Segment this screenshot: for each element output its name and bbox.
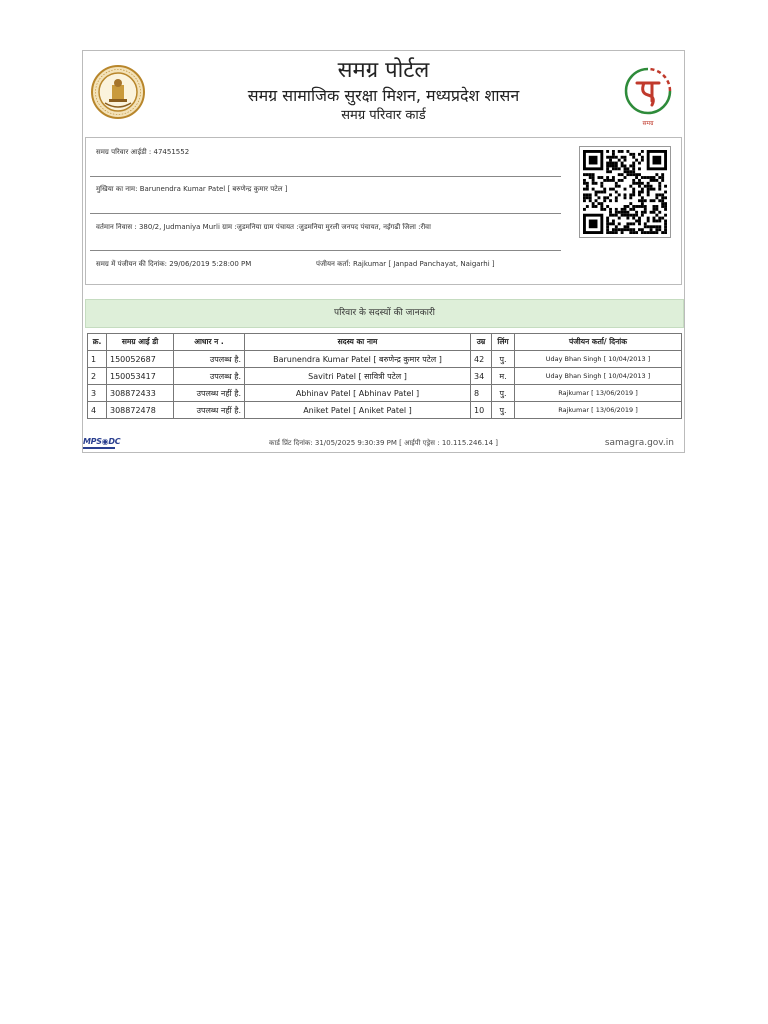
cell-aadhaar: उपलब्ध है.	[174, 351, 245, 368]
cell-sn: 1	[88, 351, 107, 368]
cell-sn: 2	[88, 368, 107, 385]
table-row	[88, 402, 682, 419]
cell-name: Barunendra Kumar Patel [ बरुणेन्द्र कुमार पटेल ]	[245, 351, 471, 368]
cell-samagra-id: 150052687	[107, 351, 174, 368]
card-title: समग्र परिवार कार्ड	[341, 108, 426, 123]
family-id-value: 47451552	[153, 148, 190, 156]
divider	[90, 213, 561, 214]
cell-age: 10	[471, 402, 492, 419]
cell-registered: Rajkumar [ 13/06/2019 ]	[515, 385, 682, 402]
cell-gender: पु.	[492, 351, 515, 368]
logo-caption: समग्र	[642, 120, 654, 127]
print-info: कार्ड प्रिंट दिनांक: 31/05/2025 9:30:39 PM [ आईपी एड्रेस : 10.115.246.14 ]	[268, 439, 499, 447]
divider	[90, 250, 561, 251]
cell-sn: 3	[88, 385, 107, 402]
col-header-sn: क्र.	[88, 334, 107, 351]
cell-name: Abhinav Patel [ Abhinav Patel ]	[245, 385, 471, 402]
cell-samagra-id: 150053417	[107, 368, 174, 385]
table-row	[88, 351, 682, 368]
cell-aadhaar: उपलब्ध नहीं है.	[174, 385, 245, 402]
col-header-age: उम्र	[471, 334, 492, 351]
cell-registered: Rajkumar [ 13/06/2019 ]	[515, 402, 682, 419]
samagra-family-card	[82, 50, 685, 453]
registrar-value: Rajkumar [ Janpad Panchayat, Naigarhi ]	[352, 260, 495, 268]
table-row	[88, 368, 682, 385]
table-row	[88, 385, 682, 402]
cell-gender: म.	[492, 368, 515, 385]
col-header-gender: लिंग	[492, 334, 515, 351]
card-footer	[83, 435, 684, 453]
samagra-logo	[622, 65, 674, 125]
members-table	[87, 333, 682, 419]
head-label: मुखिया का नाम:	[96, 185, 138, 193]
qr-code-icon	[583, 150, 667, 234]
head-of-family-row	[96, 185, 287, 194]
card-header	[83, 51, 684, 139]
family-info-box	[85, 137, 682, 285]
cell-samagra-id: 308872478	[107, 402, 174, 419]
cell-sn: 4	[88, 402, 107, 419]
portal-title: समग्र पोर्टल	[337, 58, 430, 83]
reg-date-label: समग्र में पंजीयन की दिनांक:	[96, 260, 168, 268]
cell-aadhaar: उपलब्ध है.	[174, 368, 245, 385]
mpsedc-logo: MPS◉DC	[83, 437, 121, 446]
cell-gender: पु.	[492, 385, 515, 402]
mission-title: समग्र सामाजिक सुरक्षा मिशन, मध्यप्रदेश शासन	[247, 86, 520, 105]
cell-age: 42	[471, 351, 492, 368]
cell-age: 34	[471, 368, 492, 385]
address-value: 380/2, Judmaniya Murli ग्राम :जुडमनिया ग्राम पंचायत :जुडमनिया मुरली जनपद पंचायत, नईगढी जिला :रीवा	[138, 223, 431, 231]
divider	[90, 176, 561, 177]
samagra-logo-icon	[622, 65, 674, 117]
family-id-row	[96, 148, 189, 157]
cell-name: Savitri Patel [ सावित्री पटेल ]	[245, 368, 471, 385]
registrar-label: पंजीयन कर्ता:	[316, 260, 351, 268]
cell-registered: Uday Bhan Singh [ 10/04/2013 ]	[515, 368, 682, 385]
cell-samagra-id: 308872433	[107, 385, 174, 402]
col-header-name: सदस्य का नाम	[245, 334, 471, 351]
registration-date-row	[96, 260, 251, 269]
cell-gender: पु.	[492, 402, 515, 419]
reg-date-value: 29/06/2019 5:28:00 PM	[169, 260, 252, 268]
family-id-label: समग्र परिवार आईडी :	[96, 148, 152, 156]
address-row	[96, 223, 566, 232]
cell-aadhaar: उपलब्ध नहीं है.	[174, 402, 245, 419]
address-label: वर्तमान निवास :	[96, 223, 137, 231]
cell-age: 8	[471, 385, 492, 402]
head-name: Barunendra Kumar Patel [ बरुणेन्द्र कुमार पटेल ]	[139, 185, 288, 193]
cell-name: Aniket Patel [ Aniket Patel ]	[245, 402, 471, 419]
header-titles	[83, 57, 684, 125]
site-url: samagra.gov.in	[604, 438, 674, 448]
col-header-registered: पंजीयन कर्ता/ दिनांक	[515, 334, 682, 351]
col-header-samagra-id: समग्र आई डी	[107, 334, 174, 351]
cell-registered: Uday Bhan Singh [ 10/04/2013 ]	[515, 351, 682, 368]
members-table-header	[88, 334, 682, 351]
qr-code	[579, 146, 671, 238]
registrar-row	[316, 260, 495, 269]
col-header-aadhaar: आधार न .	[174, 334, 245, 351]
members-section-title: परिवार के सदस्यों की जानकारी	[85, 299, 684, 328]
